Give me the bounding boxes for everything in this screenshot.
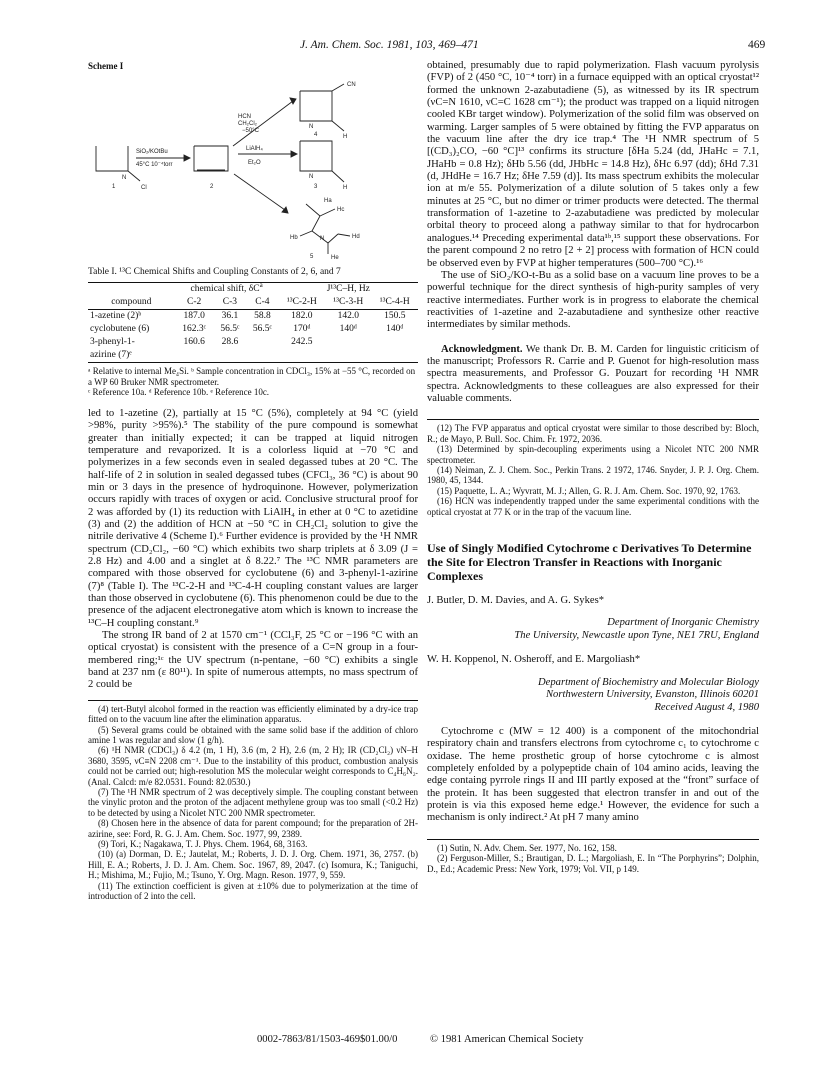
table-column-header: ¹³C-2-H [286, 297, 317, 308]
table-cell: 140ᵈ [339, 324, 357, 335]
right-column [427, 60, 759, 874]
table-cell: 162.3ᶜ [182, 324, 207, 335]
table-note: ᵃ Relative to internal Me₄Si. ᵇ Sample concentration in CDCl₃, 15% at −55 °C, recorded on a WP 60 Bruker NMR spectrometer. [88, 366, 416, 387]
acknowledgment-text: We thank Dr. B. M. Carden for linguistic criticism of the manuscript; Professors R. Carrie and P. Guenot for high-resolution mass spectra measurements, and Professor G. Pouzart for recording ¹H NMR spectra. Acknowledgments to these colleagues are also expressed for their valuable comments. [427, 343, 759, 404]
table-cell: 1-azetine (2)ᵇ [90, 311, 142, 322]
table-column-header: ¹³C-3-H [333, 297, 364, 308]
scheme-num-3: 3 [314, 184, 318, 191]
scheme-label-n5: N [320, 236, 325, 243]
footnote: (16) HCN was independently trapped under the same experimental conditions with the optical cryostat at 77 K or in the trap of the vacuum line. [427, 496, 759, 517]
table-header-row [88, 296, 418, 310]
scheme-reagent2-mid: CH₂Cl₂ [238, 121, 257, 128]
footnote: (13) Determined by spin-decoupling experiments using a Nicolet NTC 200 NMR spectrometer. [427, 444, 759, 465]
article-code: 0002-7863/81/1503-469$01.00/0 [257, 1034, 398, 1045]
scheme-reagent1-bottom: 45°C 10⁻⁴torr [136, 162, 173, 169]
affiliation-2-univ: Northwestern University, Evanston, Illinois 60201 [545, 689, 759, 701]
affiliation-1-univ: The University, Newcastle upon Tyne, NE1 7RU, England [514, 629, 759, 641]
group-header-coupling: J¹³C–H, Hz [326, 284, 370, 295]
right-body-paragraph: obtained, presumably due to rapid polymerization. Flash vacuum pyrolysis (FVP) of 2 (450 °C, 10⁻⁴ torr) in a furnace equipped with an optical cryostat¹² formed the unknown 2-azabutadiene (5), as witnessed by its IR spectrum (νC=N 1610, νC=C 1628 cm⁻¹); the product was trapped on a liquid nitrogen cooled KBr target window). Polymerization of the solid film was observed on warming. Larger samples of 5 were obtained by fitting the FVP apparatus on the vacuum line after the dry ice trap.⁴ The ¹H NMR spectrum of 5 [(CD₃)₂CO, −60 °C]¹³ confirms its structure [δHa 5.24 (dd, JHaHc = 7.1, JHaHb = 0.8 Hz); δHb 5.56 (dd, JHbHc = 14.8 Hz), δHc 6.97 (dd); δHd 7.31 (d, JHdHe = 16.7 Hz; δHe 7.59 (d)]. Its mass spectrum exhibits the molecular ion at m/e 55. Polymerization of a dilute solution of 5 takes only a few minutes at 25 °C, but no dimer or trimer products were detected. The thermal transformation of 1-azetine to 2-azabutadiene was predicted by molecular orbital theory to proceed along a pathway similar to that for hydrocarbon analogues.¹⁴ Preceding experimental data¹ᵇ,¹⁵ support these observations. For the parent compound 2 no retro [2 + 2] process with formation of HCN could be observed even by FVP at higher temperatures (500–700 °C).¹⁶ [427, 60, 759, 269]
table-cell [279, 349, 325, 363]
table-cell: azirine (7)ᵉ [90, 350, 132, 361]
group-header-shift: chemical shift, $\delta C^a$ [190, 281, 263, 295]
page-number: 469 [748, 39, 766, 51]
scheme-num-4: 4 [314, 132, 318, 139]
table-cell [246, 336, 279, 349]
table-body [88, 310, 418, 363]
footnote: (5) Several grams could be obtained with the same solid base if the addition of chloro amine 1 was regular and slow (1 g/h). [88, 724, 418, 745]
footnote: (6) ¹H NMR (CDCl₃) δ 4.2 (m, 1 H), 3.6 (m, 2 H), 2.6 (m, 2 H); IR (CD₂Cl₂) νN–H 3680, 3595, νC≡N 2208 cm⁻¹. Due to the instability of this product, combustion analysis could not be carried out; high-resolution MS the molecular weight corresponds to C₄H₆N₂. (Anal. Calcd: m/e 82.0531. Found: 82.0530.) [88, 745, 418, 787]
left-body-paragraph: The strong IR band of 2 at 1570 cm⁻¹ (CCl₃F, 25 °C or −196 °C with an optical cryostat) is consistent with the presence of a C=N group in a four-membered ring;¹ᶜ the UV spectrum (n-pentane, −60 °C) exhibits a single band at 237 nm (ε 80¹¹). In spite of numerous attempts, no mass spectrum of 2 could be [88, 630, 418, 691]
authors-group-2: W. H. Koppenol, N. Osheroff, and E. Margoliash* [427, 654, 641, 666]
left-body-paragraph: led to 1-azetine (2), partially at 15 °C (5%), completely at 94 °C (yield >98%, purity >95%).⁵ The stability of the pure compound is somewhat greater than initially expected; it can be trapped at liquid nitrogen temperature and revaporized. It is a colorless liquid at −70 °C and polymerizes in a few seconds even in sealed degassed tubes at 20 °C. The half-life of 2 in solution in sealed degassed tubes (CFCl₃, 36 °C) is about 90 min or 3 days in the presence of hydroquinone. However, polymerization occurs rapidly with traces of oxygen or acid. Conclusive structural proof for 2 was afforded by (1) its reduction with LiAlH₄ in ether at 0 °C to azetidine (3) and (2) the addition of HCN at −50 °C in CH₂Cl₂ solution to give the nitrile derivative 4 (Scheme I).⁶ Further evidence is provided by the ¹H NMR spectrum (CD₂Cl₂, −60 °C) which exhibits two sharp triplets at δ 3.09 (J = 2.8 Hz) and 4.00 and a singlet at δ 8.22.⁷ The ¹³C NMR parameters are compared with those observed for cyclobutene (6) and 3-phenyl-1-azirine (7)⁸ (Table I). The ¹³C-2-H and ¹³C-4-H coupling constant values are larger than those observed in cyclobutene (6). This phenomenon could be due to the presence of the adjacent electronegative atom which is known to increase the ¹³C–H coupling constant.⁹ [88, 407, 418, 629]
right-footnotes [427, 419, 759, 517]
left-footnotes [88, 700, 418, 902]
scheme-label-h3: H [343, 185, 348, 192]
scheme-reagent3-top: LiAlH₄ [246, 146, 263, 153]
table-cell: 36.1 [221, 311, 239, 322]
table-column-header: ¹³C-4-H [379, 297, 410, 308]
arrow-to-5 [234, 174, 285, 210]
article-body: Cytochrome c (MW = 12 400) is a component of the mitochondrial respiratory chain and transfers electrons from cytochrome c₁ to cytochrome c oxidase. The heme prosthetic group of horse cytochrome c is almost completely enfolded by a polypeptide chain of 104 amino acids, leaving the edge containg pyrrole rings II and III partly exposed at the “front” surface of the protein. It has been suggested that electron transfer in and out of the protein is via this exposed heme edge.¹ However, the evidence for such a mechanism is only indirect.² At pH 7 many amino [427, 725, 759, 824]
scheme-label-cn: CN [347, 82, 356, 89]
scheme-label-hd: Hd [352, 234, 360, 241]
scheme-drawing [88, 76, 418, 261]
footnote: (11) The extinction coefficient is given at ±10% due to polymerization at the time of introduction of 2 into the cell. [88, 880, 418, 902]
table-cell: 170ᵈ [293, 324, 311, 335]
footnote: (2) Ferguson-Miller, S.; Brautigan, D. L.; Margoliash, E. In “The Porphyrins”; Dolphin, D., Ed.; Academic Press: New York, 1979; Vol. VII, p 149. [427, 853, 759, 874]
scheme-label-n1: N [309, 124, 314, 131]
table-row [88, 323, 418, 336]
compound-4-ring [300, 91, 332, 121]
article-footnotes [427, 839, 759, 874]
table-row [88, 310, 418, 324]
table-column-header: compound [111, 297, 152, 308]
table-cell [325, 336, 371, 349]
table-row [88, 336, 418, 349]
scheme-label-n2: N [122, 175, 127, 182]
received-date: Received August 4, 1980 [654, 701, 759, 713]
table-cell: 160.6 [183, 337, 205, 348]
footnote: (9) Tori, K.; Nagakawa, T. J. Phys. Chem. 1964, 68, 3163. [98, 839, 308, 850]
compound-3-ring [300, 141, 332, 171]
table-cell [372, 349, 419, 363]
table-cell: cyclobutene (6) [90, 324, 150, 335]
table-cell: 182.0 [291, 311, 313, 322]
scheme-label-ha: Ha [324, 198, 332, 205]
footnote: (1) Sutin, N. Adv. Chem. Ser. 1977, No. 162, 158. [437, 842, 617, 853]
right-body-paragraph: The use of SiO₂/KO-t-Bu as a solid base on a vacuum line proves to be a powerful technique for the direct synthesis of high-purity samples of very reactive intermediates. Further work is in progress to elaborate the chemical reactivities of 1-azetine and 2-azabutadiene and synthesize other reactive intermediates by similar methods. [427, 269, 759, 331]
footnote: (14) Neiman, Z. J. Chem. Soc., Perkin Trans. 2 1972, 1746. Snyder, J. P. J. Org. Chem. 1980, 45, 1344. [427, 464, 759, 486]
table-column-header: C-3 [222, 297, 238, 308]
table-cell: 142.0 [337, 311, 359, 322]
table-cell [214, 349, 246, 363]
scheme-reagent2-top: HCN [238, 114, 251, 121]
table-cell [175, 349, 214, 363]
scheme-label-hc: Hc [337, 207, 345, 214]
table-note: ᶜ Reference 10a. ᵈ Reference 10b. ᵉ Reference 10c. [88, 387, 270, 398]
footnote: (15) Paquette, L. A.; Wyvratt, M. J.; Allen, G. R. J. Am. Chem. Soc. 1970, 92, 1763. [437, 485, 741, 496]
table-cell: 56.5ᶜ [220, 324, 240, 335]
footnote: (4) tert-Butyl alcohol formed in the reaction was efficiently eliminated by a dry-ice trap fitted on to the vacuum line after the elimination apparatus. [88, 703, 418, 725]
table-cell: 28.6 [221, 337, 239, 348]
table-cell: 187.0 [183, 311, 205, 322]
scheme-reagent2-bottom: −50°C [242, 128, 259, 135]
table-column-header: C-2 [187, 297, 202, 308]
compound-2-ring [194, 146, 228, 171]
table-cell: 150.5 [384, 311, 406, 322]
acknowledgment [427, 344, 759, 406]
article-title: Use of Singly Modified Cytochrome c Derivatives To Determine the Site for Electron Transfer in Reactions with Inorganic Complexes [427, 540, 752, 583]
scheme-reagent1-top: SiO₂/KOtBu [136, 149, 168, 156]
table-notes [88, 366, 418, 398]
table-cell [325, 349, 371, 363]
nmr-table [88, 282, 418, 363]
table-cell [372, 336, 419, 349]
scheme-label-h1: H [343, 134, 348, 141]
acknowledgment-title: Acknowledgment. [441, 343, 523, 355]
table-caption: Table I. ¹³C Chemical Shifts and Coupling Constants of 2, 6, and 7 [88, 267, 341, 278]
scheme-label: Scheme I [88, 61, 124, 71]
left-column [88, 60, 418, 901]
scheme-num-2: 2 [210, 184, 214, 191]
scheme-label-he: He [331, 255, 339, 262]
journal-citation: J. Am. Chem. Soc. 1981, 103, 469–471 [300, 39, 479, 51]
table-cell: 3-phenyl-1- [90, 337, 135, 348]
footnote: (12) The FVP apparatus and optical cryostat were similar to those described by: Bloch, R.; de Mayo, P. Bull. Soc. Chim. Fr. 1972, 2036. [427, 423, 759, 444]
table-cell: 140ᵈ [386, 324, 404, 335]
affiliation-2-dept: Department of Biochemistry and Molecular Biology [538, 676, 759, 688]
footnote: (10) (a) Dorman, D. E.; Jautelat, M.; Roberts, J. D. J. Org. Chem. 1971, 36, 2757. (b) Hill, E. A.; Roberts, J. D. J. Am. Chem. Soc. 1967, 89, 2047. (c) Isomura, K.; Taniguchi, H.; Mishima, M.; Fujio, M.; Tsuno, Y. Org. Magn. Reson. 1977, 9, 559. [88, 849, 418, 881]
scheme-label-n3: N [309, 174, 314, 181]
table-cell: 58.8 [254, 311, 271, 322]
footnote: (7) The ¹H NMR spectrum of 2 was deceptively simple. The coupling constant between the vinylic proton and the proton of the adjacent methylene group was too small (<0.2 Hz) to be detected by using a Nicolet NTC 200 NMR spectrometer. [88, 787, 418, 818]
table-row [88, 349, 418, 363]
reaction-scheme [88, 76, 418, 261]
scheme-label-hb: Hb [290, 235, 298, 242]
table-cell [246, 349, 279, 363]
table-column-header: C-4 [255, 297, 270, 308]
affiliation-1-dept: Department of Inorganic Chemistry [607, 617, 759, 629]
scheme-reagent3-bottom: Et₂O [248, 160, 261, 167]
authors-group-1: J. Butler, D. M. Davies, and A. G. Sykes* [427, 594, 605, 606]
compound-1-ring [96, 146, 128, 171]
scheme-num-5: 5 [310, 254, 314, 261]
copyright: © 1981 American Chemical Society [430, 1034, 584, 1045]
scheme-num-1: 1 [112, 184, 116, 191]
table-cell: 242.5 [291, 337, 313, 348]
footnote: (8) Chosen here in the absence of data for parent compound; for the preparation of 2H-azirine, see: Ford, R. G. J. Am. Chem. Soc. 1977, 99, 2389. [88, 818, 418, 839]
scheme-label-cl: Cl [141, 185, 147, 192]
table-cell: 56.5ᶜ [252, 324, 272, 335]
